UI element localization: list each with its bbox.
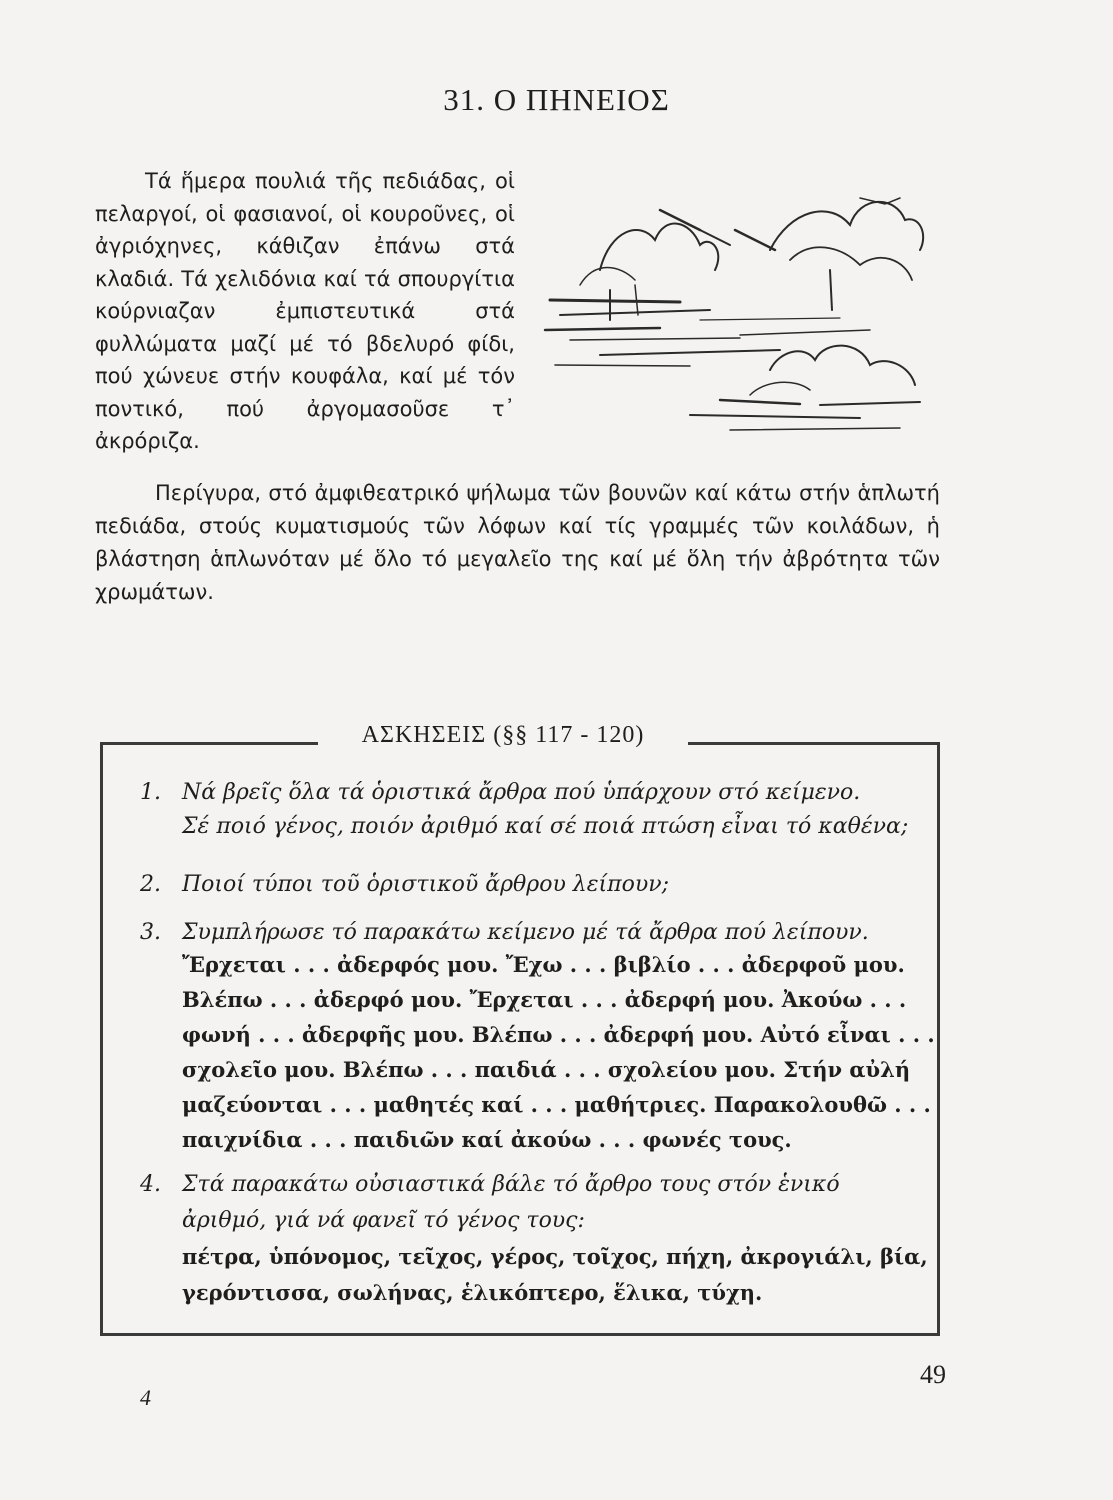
river-landscape-illustration bbox=[540, 190, 930, 445]
page-number: 49 bbox=[920, 1360, 946, 1389]
exercise-word-list: πέτρα, ὑπόνομος, τεῖχος, γέρος, τοῖχος, πήχη, ἀκρογιάλι, βία, bbox=[182, 1244, 928, 1269]
exercise-number: 3. bbox=[140, 920, 161, 945]
exercise-line: Σέ ποιό γένος, ποιόν ἀριθμό καί σέ ποιά πτώση εἶναι τό καθένα; bbox=[182, 814, 909, 839]
exercise-line: Στά παρακάτω οὐσιαστικά βάλε τό ἄρθρο τους στόν ἑνικό bbox=[182, 1172, 840, 1197]
exercise-fill-line: φωνή . . . ἀδερφῆς μου. Βλέπω . . . ἀδερφή μου. Αὐτό εἶναι . . . bbox=[182, 1022, 935, 1047]
exercise-word-list: γερόντισσα, σωλήνας, ἑλικόπτερο, ἕλικα, τύχη. bbox=[182, 1280, 763, 1305]
exercise-number: 2. bbox=[140, 872, 161, 897]
exercise-line: Ποιοί τύποι τοῦ ὁριστικοῦ ἄρθρου λείπουν; bbox=[182, 872, 670, 897]
exercise-fill-line: Ἔρχεται . . . ἀδερφός μου. Ἔχω . . . βιβλίο . . . ἀδερφοῦ μου. bbox=[182, 952, 905, 977]
exercise-fill-line: παιχνίδια . . . παιδιῶν καί ἀκούω . . . φωνές τους. bbox=[182, 1127, 792, 1152]
exercise-number: 4. bbox=[140, 1172, 161, 1197]
intro-paragraph: Τά ἥμερα πουλιά τῆς πεδιάδας, οἱ πελαργοί, οἱ φασιανοί, οἱ κουροῦνες, οἱ ἀγριόχηνες, κάθιζαν ἐπάνω στά κλαδιά. Τά χελιδόνια καί τά σπουργίτια κούρνιαζαν ἐμπιστευτικά στά φυλλώματα μαζί μέ τό βδελυρό φίδι, πού χώνευε στήν κουφάλα, καί μέ τόν ποντικό, πού ἀργομασοῦσε τ᾽ ἀκρόριζα. bbox=[95, 169, 515, 453]
exercise-line: ἀριθμό, γιά νά φανεῖ τό γένος τους: bbox=[182, 1208, 585, 1233]
exercise-fill-line: μαζεύονται . . . μαθητές καί . . . μαθήτριες. Παρακολουθῶ . . . bbox=[182, 1092, 931, 1117]
exercise-line: Συμπλήρωσε τό παρακάτω κείμενο μέ τά ἄρθρα πού λείπουν. bbox=[182, 920, 869, 945]
exercises-heading: ΑΣΚΗΣΕΙΣ (§§ 117 - 120) bbox=[318, 722, 688, 749]
exercise-fill-line: σχολεῖο μου. Βλέπω . . . παιδιά . . . σχολείου μου. Στήν αὐλή bbox=[182, 1057, 911, 1082]
signature-mark: 4 bbox=[140, 1385, 151, 1410]
exercise-number: 1. bbox=[140, 780, 161, 805]
chapter-title: 31. Ο ΠΗΝΕΙΟΣ bbox=[443, 82, 670, 117]
exercise-fill-line: Βλέπω . . . ἀδερφό μου. Ἔρχεται . . . ἀδερφή μου. Ἀκούω . . . bbox=[182, 987, 907, 1012]
exercise-line: Νά βρεῖς ὅλα τά ὁριστικά ἄρθρα πού ὑπάρχουν στό κείμενο. bbox=[182, 780, 861, 805]
second-paragraph: Περίγυρα, στό ἀμφιθεατρικό ψήλωμα τῶν βουνῶν καί κάτω στήν ἁπλωτή πεδιάδα, στούς κυματισμούς τῶν λόφων καί τίς γραμμές τῶν κοιλάδων, ἡ βλάστηση ἁπλωνόταν μέ ὅλο τό μεγαλεῖο της καί μέ ὅλη τήν ἀβρότητα τῶν χρωμάτων. bbox=[95, 481, 940, 604]
